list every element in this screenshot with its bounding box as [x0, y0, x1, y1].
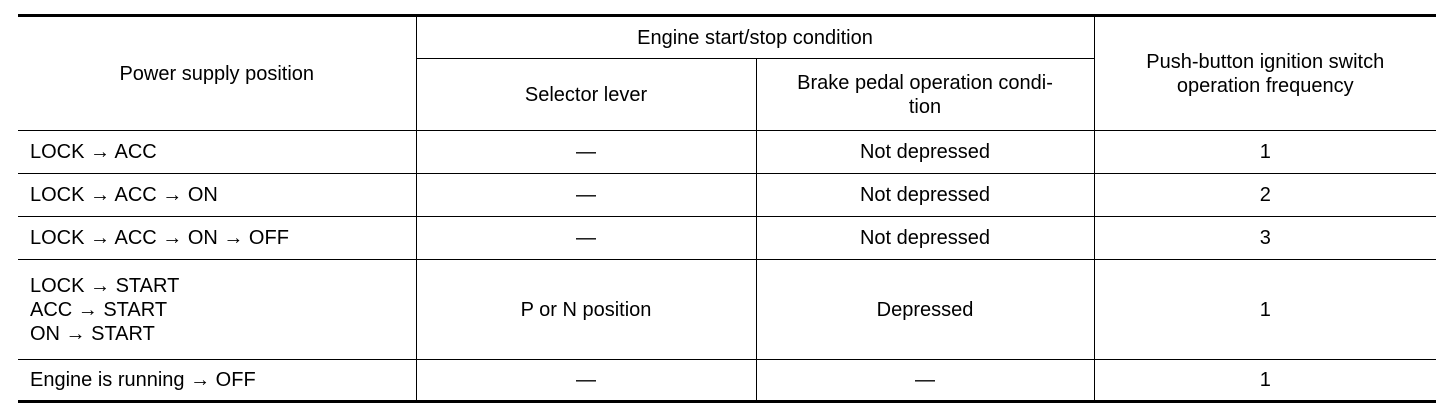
cell-power-position [18, 217, 416, 260]
table-row [18, 174, 1436, 217]
cell-selector-lever: — [416, 174, 756, 217]
cell-selector-lever: P or N position [416, 260, 756, 360]
cell-power-position [18, 260, 416, 360]
table-row [18, 260, 1436, 360]
table-row [18, 131, 1436, 174]
cell-frequency: 1 [1094, 360, 1436, 402]
cell-brake-condition: Not depressed [756, 217, 1094, 260]
cell-power-position [18, 131, 416, 174]
power-supply-table [18, 14, 1436, 403]
cell-brake-condition: — [756, 360, 1094, 402]
position-line: Engine is running → OFF [30, 369, 256, 391]
position-line: ACC → START [30, 298, 168, 321]
cell-power-position [18, 174, 416, 217]
cell-selector-lever: — [416, 360, 756, 402]
position-line: LOCK → ACC [30, 141, 157, 163]
position-line: LOCK → START [30, 274, 180, 297]
table-row [18, 360, 1436, 402]
cell-frequency: 2 [1094, 174, 1436, 217]
cell-brake-condition: Depressed [756, 260, 1094, 360]
cell-frequency: 1 [1094, 131, 1436, 174]
position-line: LOCK → ACC → ON [30, 184, 218, 206]
cell-brake-condition: Not depressed [756, 174, 1094, 217]
cell-power-position [18, 360, 416, 402]
header-selector-lever: Selector lever [416, 59, 756, 131]
cell-brake-condition: Not depressed [756, 131, 1094, 174]
header-power-supply-position: Power supply position [18, 16, 416, 131]
position-line: LOCK → ACC → ON → OFF [30, 227, 289, 249]
header-engine-start-stop-condition: Engine start/stop condition [416, 16, 1094, 59]
position-line: ON → START [30, 322, 155, 345]
cell-frequency: 3 [1094, 217, 1436, 260]
header-brake-pedal-condition: Brake pedal operation condi- tion [756, 59, 1094, 131]
table-row [18, 217, 1436, 260]
cell-selector-lever: — [416, 131, 756, 174]
header-operation-frequency: Push-button ignition switch operation frequency [1094, 16, 1436, 131]
cell-selector-lever: — [416, 217, 756, 260]
cell-frequency: 1 [1094, 260, 1436, 360]
